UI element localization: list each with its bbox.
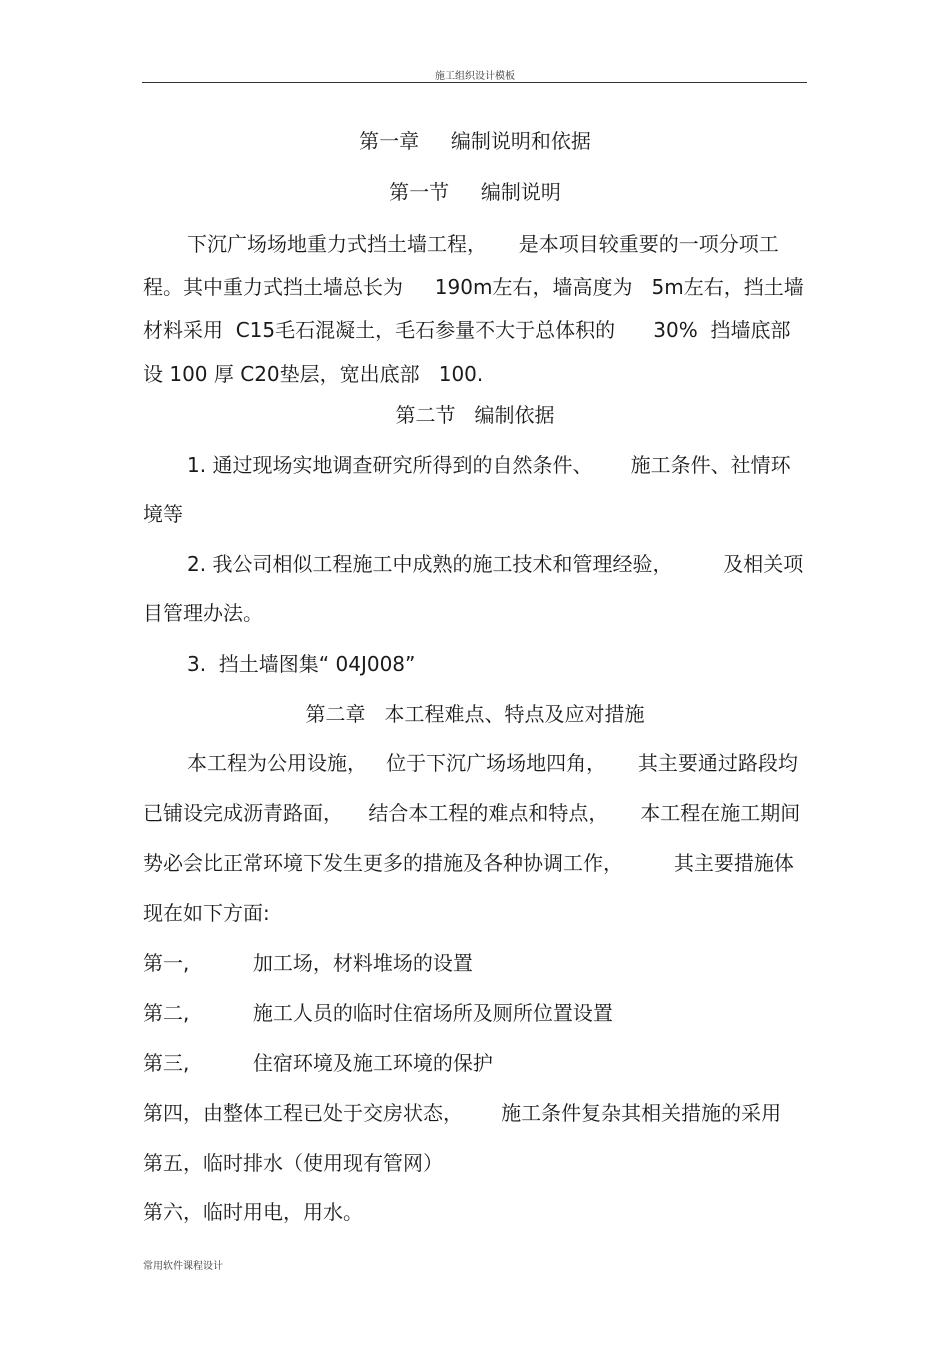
measure-item: 第六，临时用电，用水。 [143,1200,363,1224]
measure-item: 第一, 加工场，材料堆场的设置 [143,951,473,975]
paragraph-line: 现在如下方面: [143,901,270,925]
basis-item: 境等 [143,502,183,526]
measure-item: 第五，临时排水（使用现有管网） [143,1151,443,1175]
paragraph-line: 势必会比正常环境下发生更多的措施及各种协调工作， 其主要措施体 [143,851,794,875]
paragraph-line: 设 100 厚 C20垫层，宽出底部 100. [143,362,484,386]
basis-item: 1. 通过现场实地调查研究所得到的自然条件、 施工条件、社情环 [187,453,791,477]
basis-item: 2. 我公司相似工程施工中成熟的施工技术和管理经验， 及相关项 [187,552,804,576]
chapter-1-title: 第一章 编制说明和依据 [359,129,591,153]
measure-item: 第三, 住宿环境及施工环境的保护 [143,1051,493,1075]
paragraph-line: 程。其中重力式挡土墙总长为 190m左右，墙高度为 5m左右，挡土墙 [143,275,804,299]
paragraph-line: 已铺设完成沥青路面， 结合本工程的难点和特点， 本工程在施工期间 [143,801,801,825]
basis-item: 3. 挡土墙图集“ 04J008” [187,652,416,676]
section-2-title: 第二节 编制依据 [395,403,555,427]
paragraph-line: 材料采用 C15毛石混凝土，毛石参量不大于总体积的 30% 挡墙底部 [143,318,791,342]
chapter-2-title: 第二章 本工程难点、特点及应对措施 [305,702,645,726]
paragraph-line: 下沉广场场地重力式挡土墙工程， 是本项目较重要的一项分项工 [187,232,779,256]
page-header: 施工组织设计模板 [435,71,515,82]
measure-item: 第四，由整体工程已处于交房状态， 施工条件复杂其相关措施的采用 [143,1101,782,1125]
basis-item: 目管理办法。 [143,601,263,625]
measure-item: 第二, 施工人员的临时住宿场所及厕所位置设置 [143,1001,613,1025]
page-footer: 常用软件课程设计 [143,1261,223,1272]
section-1-title: 第一节 编制说明 [389,180,561,204]
paragraph-line: 本工程为公用设施， 位于下沉广场场地四角， 其主要通过路段均 [187,751,798,775]
header-divider [142,82,807,83]
